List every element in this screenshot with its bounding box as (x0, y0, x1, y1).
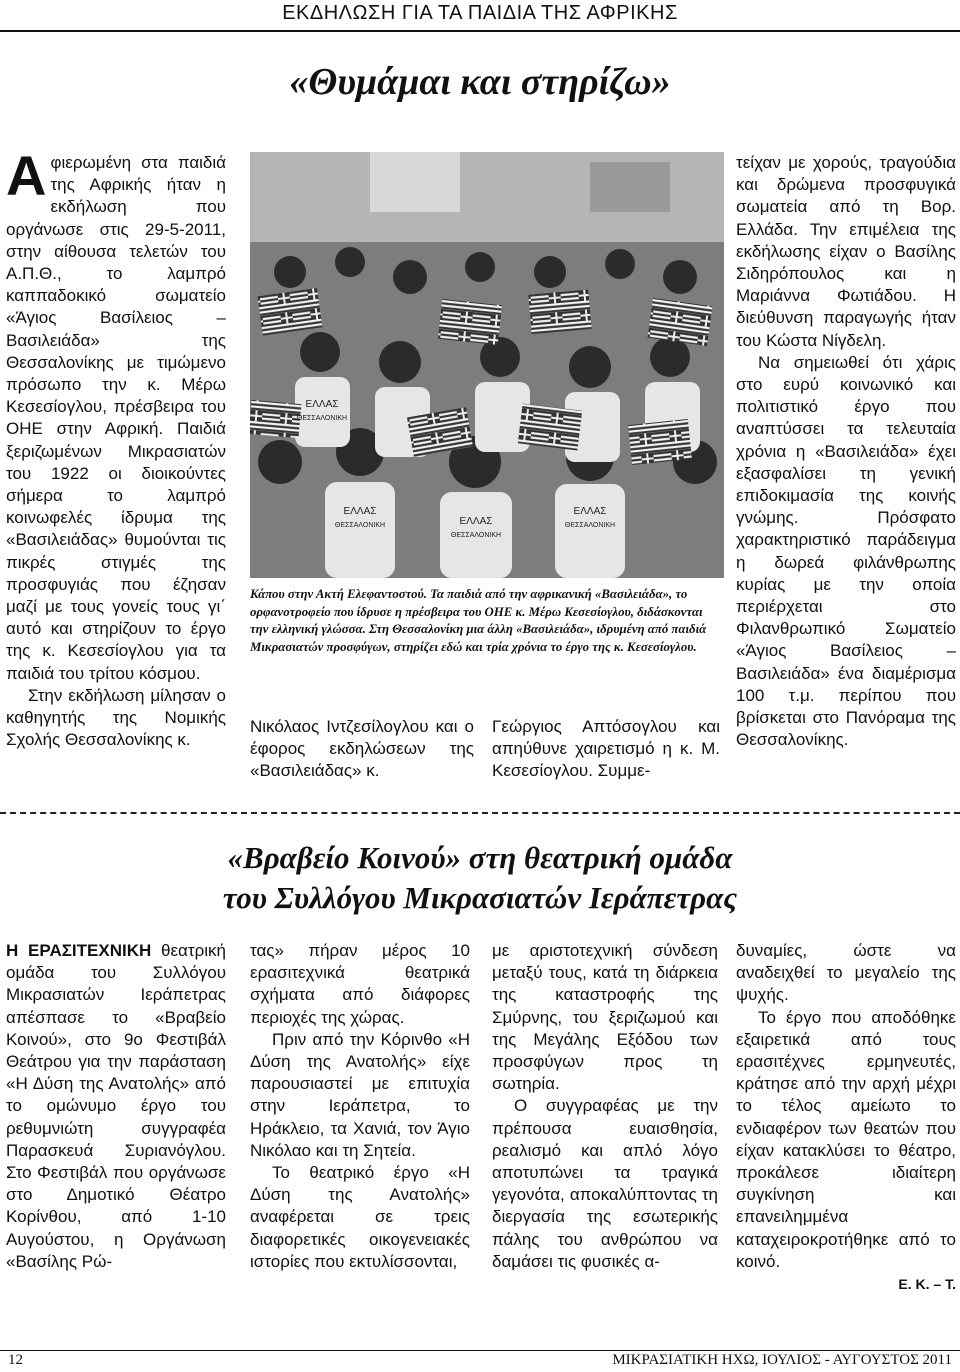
article2-title (0, 838, 960, 918)
article2-col2-text-2: Πριν από την Κόρινθο «Η Δύση της Ανατολής» είχε παρουσιαστεί με επιτυχία στην Ιεράπετρα, το Ηράκλειο, τα Χανιά, τον Άγιο Νικόλαο και τη Σητεία. (250, 1029, 470, 1160)
article1-column-1 (6, 144, 226, 751)
shirt-text-8: ΘΕΣΣΑΛΟΝΙΚΗ (334, 522, 386, 529)
article2-col1-text: θεατρική ομάδα του Συλλόγου Μικρασιατών Ιεράπετρας απέσπασε το «Βραβείο Κοινού», στο 9ο Φεστιβάλ Θεάτρου για την παράσταση «Η Δύση της Ανατολής» από το ομώνυμο έργο του ρεθυμνιώτη συγγραφέα Παρασκευά Συριανόγλου. Στο Φεστιβάλ που οργάνωσε στο Δημοτικό Θέατρο Κορίνθου, από 1-10 Αυγούστου, η Οργάνωση «Βασίλης Ρώ- (6, 941, 226, 1271)
article2-signature: Ε. Κ. – Τ. (898, 1276, 956, 1293)
header-rule (0, 30, 960, 32)
shirt-text-3: ΕΛΛΑΣ (459, 516, 493, 527)
section-header: ΕΚΔΗΛΩΣΗ ΓΙΑ ΤΑ ΠΑΙΔΙΑ ΤΗΣ ΑΦΡΙΚΗΣ (282, 2, 678, 24)
article2-col4-text-2: Το έργο που αποδόθηκε εξαιρετικά από τους ερασιτέχνες ερμηνευτές, κράτησε από την αρχή μέχρι το τέλος αμείωτο το ενδιαφέρον των θεατών που είχαν κατακλύσει το θέατρο, προκάλεσε ιδιαίτερη συγκίνηση και επανειλημμένα καταχειροκροτήθηκε από το κοινό. (736, 1007, 956, 1271)
shirt-text-2: ΘΕΣΣΑΛΟΝΙΚΗ (296, 415, 348, 422)
article1-column-2 (250, 716, 474, 783)
article1-col1-text-2: Στην εκδήλωση μίλησαν ο καθηγητής της Νομικής Σχολής Θεσσαλονίκης κ. (6, 685, 226, 750)
article2-title-line2: του Συλλόγου Μικρασιατών Ιεράπετρας (222, 880, 738, 915)
article2-lead: Η ΕΡΑΣΙΤΕΧΝΙΚΗ (6, 941, 152, 960)
shirt-text: ΕΛΛΑΣ (305, 399, 339, 410)
shirt-text-7: ΕΛΛΑΣ (343, 506, 377, 517)
photo-caption: Κάπου στην Ακτή Ελεφαντοστού. Τα παιδιά από την αφρικανική «Βασιλειάδα», το ορφανοτροφείο που ίδρυσε η πρέσβειρα του ΟΗΕ κ. Μέρω Κεσεσίογλου, διδάσκονται την ελληνική γλώσσα. Στη Θεσσαλονίκη μια άλλη «Βασιλειάδα», ιδρυμένη από παιδιά Μικρασιατών προσφύγων, στηρίζει εδώ και τρία χρόνια το έργο της κ. Κεσεσίογλου. (250, 587, 707, 654)
article1-col2-text: Νικόλαος Ιντζεσίλογλου και ο έφορος εκδηλώσεων της «Βασιλειάδας» κ. (250, 717, 474, 781)
article2-column-4 (736, 940, 956, 1295)
article2-col4-text: δυναμίες, ώστε να αναδειχθεί το μεγαλείο της ψυχής. (736, 941, 956, 1005)
footer-rule (0, 1350, 960, 1351)
publication-footer: ΜΙΚΡΑΣΙΑΤΙΚΗ ΗΧΩ, ΙΟΥΛΙΟΣ - ΑΥΓΟΥΣΤΟΣ 2011 (612, 1352, 952, 1368)
article1-title: «Θυμάμαι και στηρίζω» (289, 61, 671, 103)
article1-col3-text: Γεώργιος Απτόσογλου και απηύθυνε χαιρετισμό η κ. Μ. Κεσεσίογλου. Συμμε- (492, 717, 720, 781)
article2-column-3 (492, 940, 718, 1273)
shirt-text-6: ΘΕΣΣΑΛΟΝΙΚΗ (564, 522, 616, 529)
article1-col1-text: φιερωμένη στα παιδιά της Αφρικής ήταν η εκδήλωση που οργάνωσε στις 29-5-2011, στην αίθουσα τελετών του Α.Π.Θ., το λαμπρό καππαδοκικό σωματείο «Άγιος Βασίλειος – Βασιλειάδα» της Θεσσαλονίκης με τιμώμενο πρόσωπο την κ. Μέρω Κεσεσίογλου, πρέσβειρα του ΟΗΕ στην Αφρική. Παιδιά ξεριζωμένων Μικρασιατών του 1922 οι διοικούντες σήμερα το λαμπρό κοινωφελές ίδρυμα της «Βασιλειάδας» θυμούνται τις πικρές στιγμές της προσφυγιάς που έζησαν μαζί με τους γονείς τους γι΄ αυτό και στηρίζουν το έργο της κ. Κεσεσίογλου για τα παιδιά του τρίτου κόσμου. (6, 153, 226, 683)
children-photo (250, 152, 724, 578)
article1-column-4 (736, 152, 956, 751)
article1-column-3 (492, 716, 720, 783)
article2-col2-text-3: Το θεατρικό έργο «Η Δύση της Ανατολής» αναφέρεται σε τρεις διαφορετικές οικογενειακές ιστορίες που εκτυλίσσονται, (250, 1163, 470, 1271)
article1-col4-text: τείχαν με χορούς, τραγούδια και δρώμενα προσφυγικά σωματεία από τη Βορ. Ελλάδα. Την επιμέλεια της εκδήλωσης είχαν ο Βασίλης Σιδηρόπουλος και η Μαριάννα Φωτιάδου. Η διεύθυνση παραγωγής ήταν του Κώστα Νίγδελη. (736, 153, 956, 350)
article2-column-2 (250, 940, 470, 1273)
article2-col2-text: τας» πήραν μέρος 10 ερασιτεχνικά θεατρικά σχήματα από διάφορες περιοχές της χώρας. (250, 941, 470, 1027)
dropcap: Α (6, 144, 47, 207)
photo-illustration (250, 152, 724, 578)
shirt-text-5: ΕΛΛΑΣ (573, 506, 607, 517)
page-number: 12 (8, 1352, 23, 1368)
article2-col3-text-2: Ο συγγραφέας με την πρέπουσα ευαισθησία, ρεαλισμό και απλό λόγο αποτυπώνει τα τραγικά γεγονότα, αποκαλύπτοντας τη διεργασία της εσωτερικής πάλης του ανθρώπου να δαμάσει τις φυσικές α- (492, 1096, 718, 1271)
shirt-text-4: ΘΕΣΣΑΛΟΝΙΚΗ (450, 532, 502, 539)
article2-title-line1: «Βραβείο Κοινού» στη θεατρική ομάδα (227, 840, 733, 875)
article2-column-1 (6, 940, 226, 1273)
article1-col4-text-2: Να σημειωθεί ότι χάρις στο ευρύ κοινωνικό και πολιτιστικό έργο που αναπτύσσει τα τελευταία χρόνια η «Βασιλειάδα» έχει εξασφαλίσει τη γενική επιδοκιμασία της κοινής γνώμης. Πρόσφατο χαρακτηριστικό παράδειγμα η δωρεά φιλάνθρωπης κυρίας με την οποία περιέρχεται στο Φιλανθρωπικό Σωματείο «Άγιος Βασίλειος – Βασιλειάδα» ένα διαμέρισμα 100 τ.μ. περίπου που βρίσκεται στο Πανόραμα της Θεσσαλονίκης. (736, 352, 956, 750)
article2-col3-text: με αριστοτεχνική σύνδεση μεταξύ τους, κατά τη διάρκεια της καταστροφής της Σμύρνης, του ξεριζωμού και της Μεγάλης Εξόδου των προσφύγων προς τη σωτηρία. (492, 941, 718, 1094)
section-divider (0, 812, 960, 814)
